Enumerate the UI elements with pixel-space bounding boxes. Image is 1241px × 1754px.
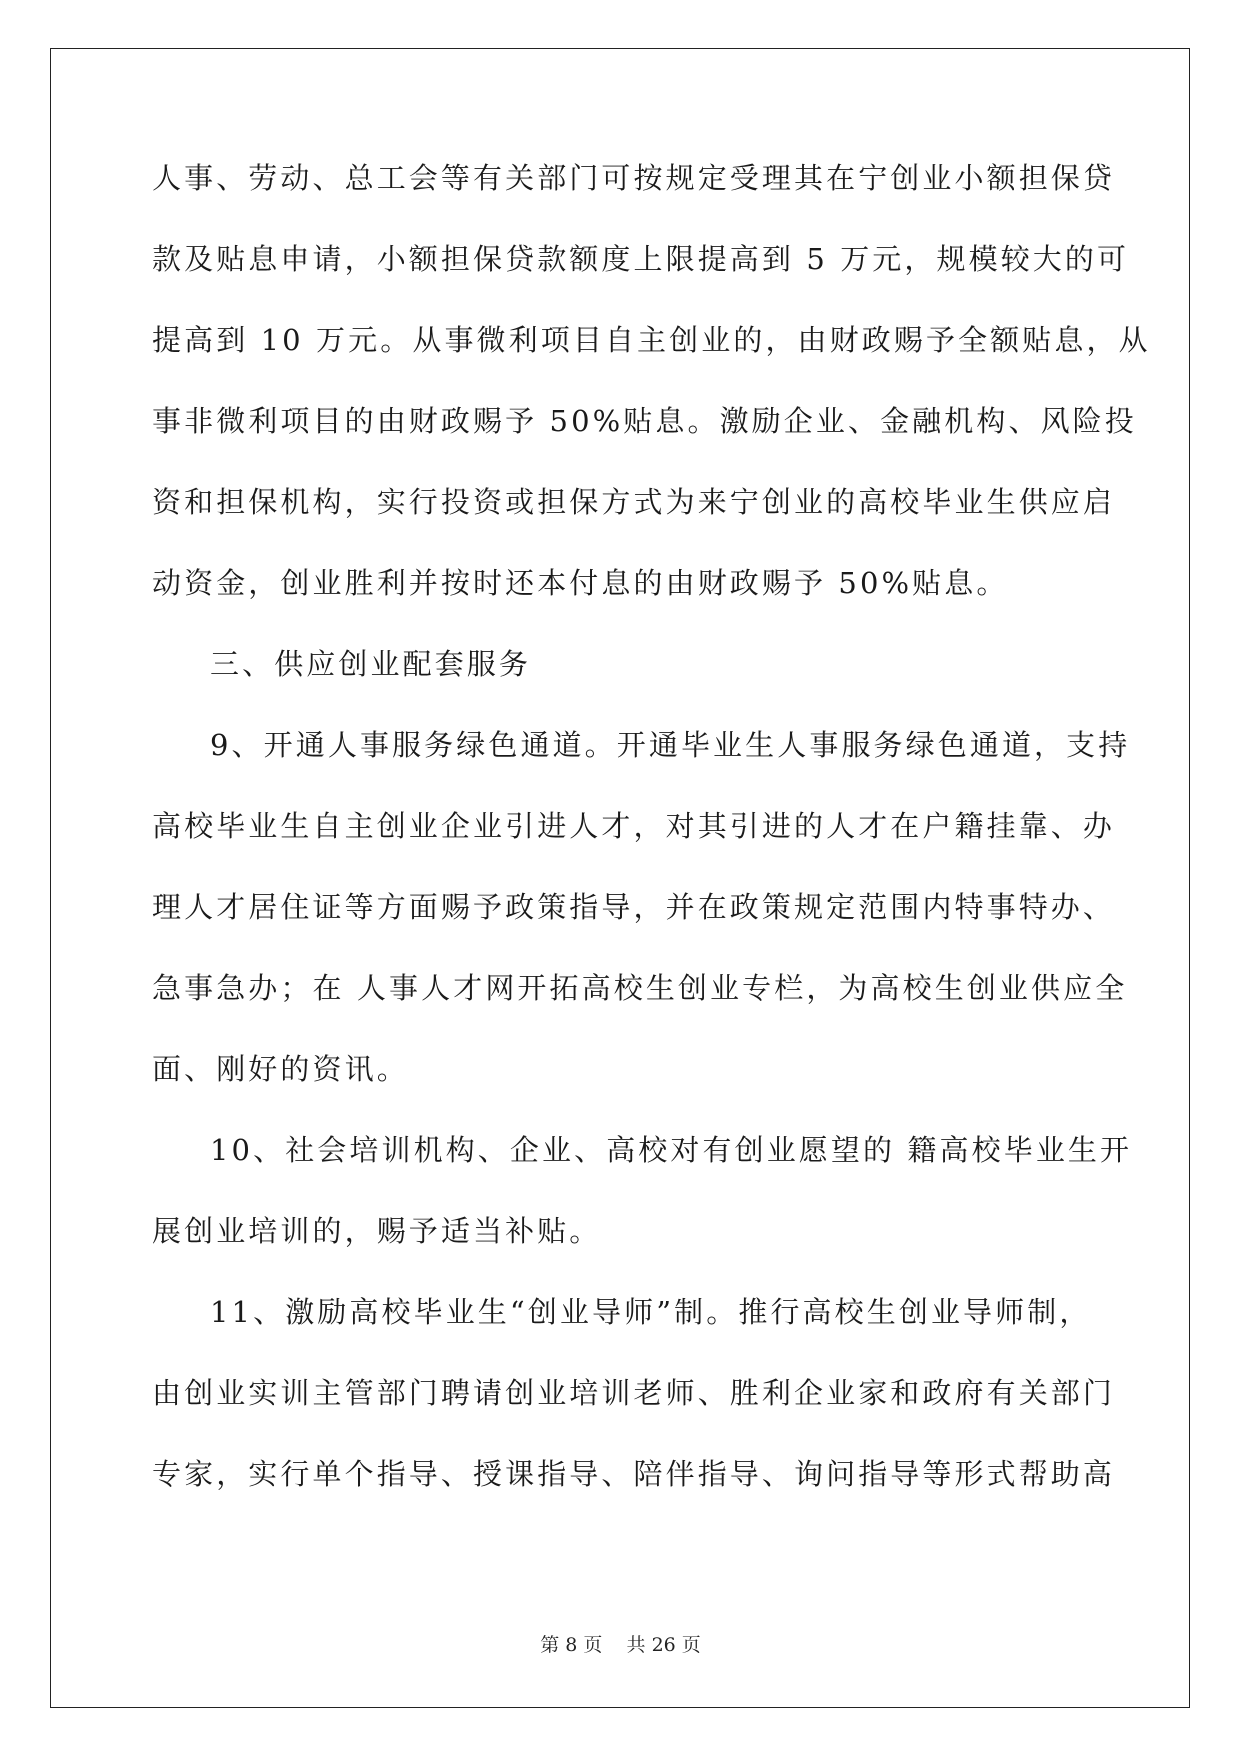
text-line: 人事、劳动、总工会等有关部门可按规定受理其在宁创业小额担保贷 bbox=[152, 161, 1116, 195]
section-heading: 三、供应创业配套服务 bbox=[210, 647, 532, 681]
text-line: 急事急办；在 人事人才网开拓高校生创业专栏，为高校生创业供应全 bbox=[152, 971, 1128, 1005]
text-line: 11、激励高校毕业生“创业导师”制。推行高校生创业导师制， bbox=[210, 1295, 1092, 1329]
text-line: 展创业培训的，赐予适当补贴。 bbox=[152, 1214, 602, 1248]
text-line: 高校毕业生自主创业企业引进人才，对其引进的人才在户籍挂靠、办 bbox=[152, 809, 1116, 843]
page-number: 第 8 页 共 26 页 bbox=[540, 1634, 701, 1656]
text-line: 资和担保机构，实行投资或担保方式为来宁创业的高校毕业生供应启 bbox=[152, 485, 1116, 519]
text-line: 动资金，创业胜利并按时还本付息的由财政赐予 50%贴息。 bbox=[152, 566, 1009, 600]
text-line: 事非微利项目的由财政赐予 50%贴息。激励企业、金融机构、风险投 bbox=[152, 404, 1137, 438]
document-body bbox=[152, 158, 1151, 1494]
text-line: 9、开通人事服务绿色通道。开通毕业生人事服务绿色通道，支持 bbox=[210, 728, 1131, 762]
text-line: 款及贴息申请，小额担保贷款额度上限提高到 5 万元，规模较大的可 bbox=[152, 242, 1130, 276]
text-line: 提高到 10 万元。从事微利项目自主创业的，由财政赐予全额贴息，从 bbox=[152, 323, 1151, 357]
text-line: 专家，实行单个指导、授课指导、陪伴指导、询问指导等形式帮助高 bbox=[152, 1457, 1116, 1491]
text-line: 面、刚好的资讯。 bbox=[152, 1052, 409, 1086]
text-line: 由创业实训主管部门聘请创业培训老师、胜利企业家和政府有关部门 bbox=[152, 1376, 1116, 1410]
text-line: 10、社会培训机构、企业、高校对有创业愿望的 籍高校毕业生开 bbox=[210, 1133, 1133, 1167]
text-line: 理人才居住证等方面赐予政策指导，并在政策规定范围内特事特办、 bbox=[152, 890, 1116, 924]
